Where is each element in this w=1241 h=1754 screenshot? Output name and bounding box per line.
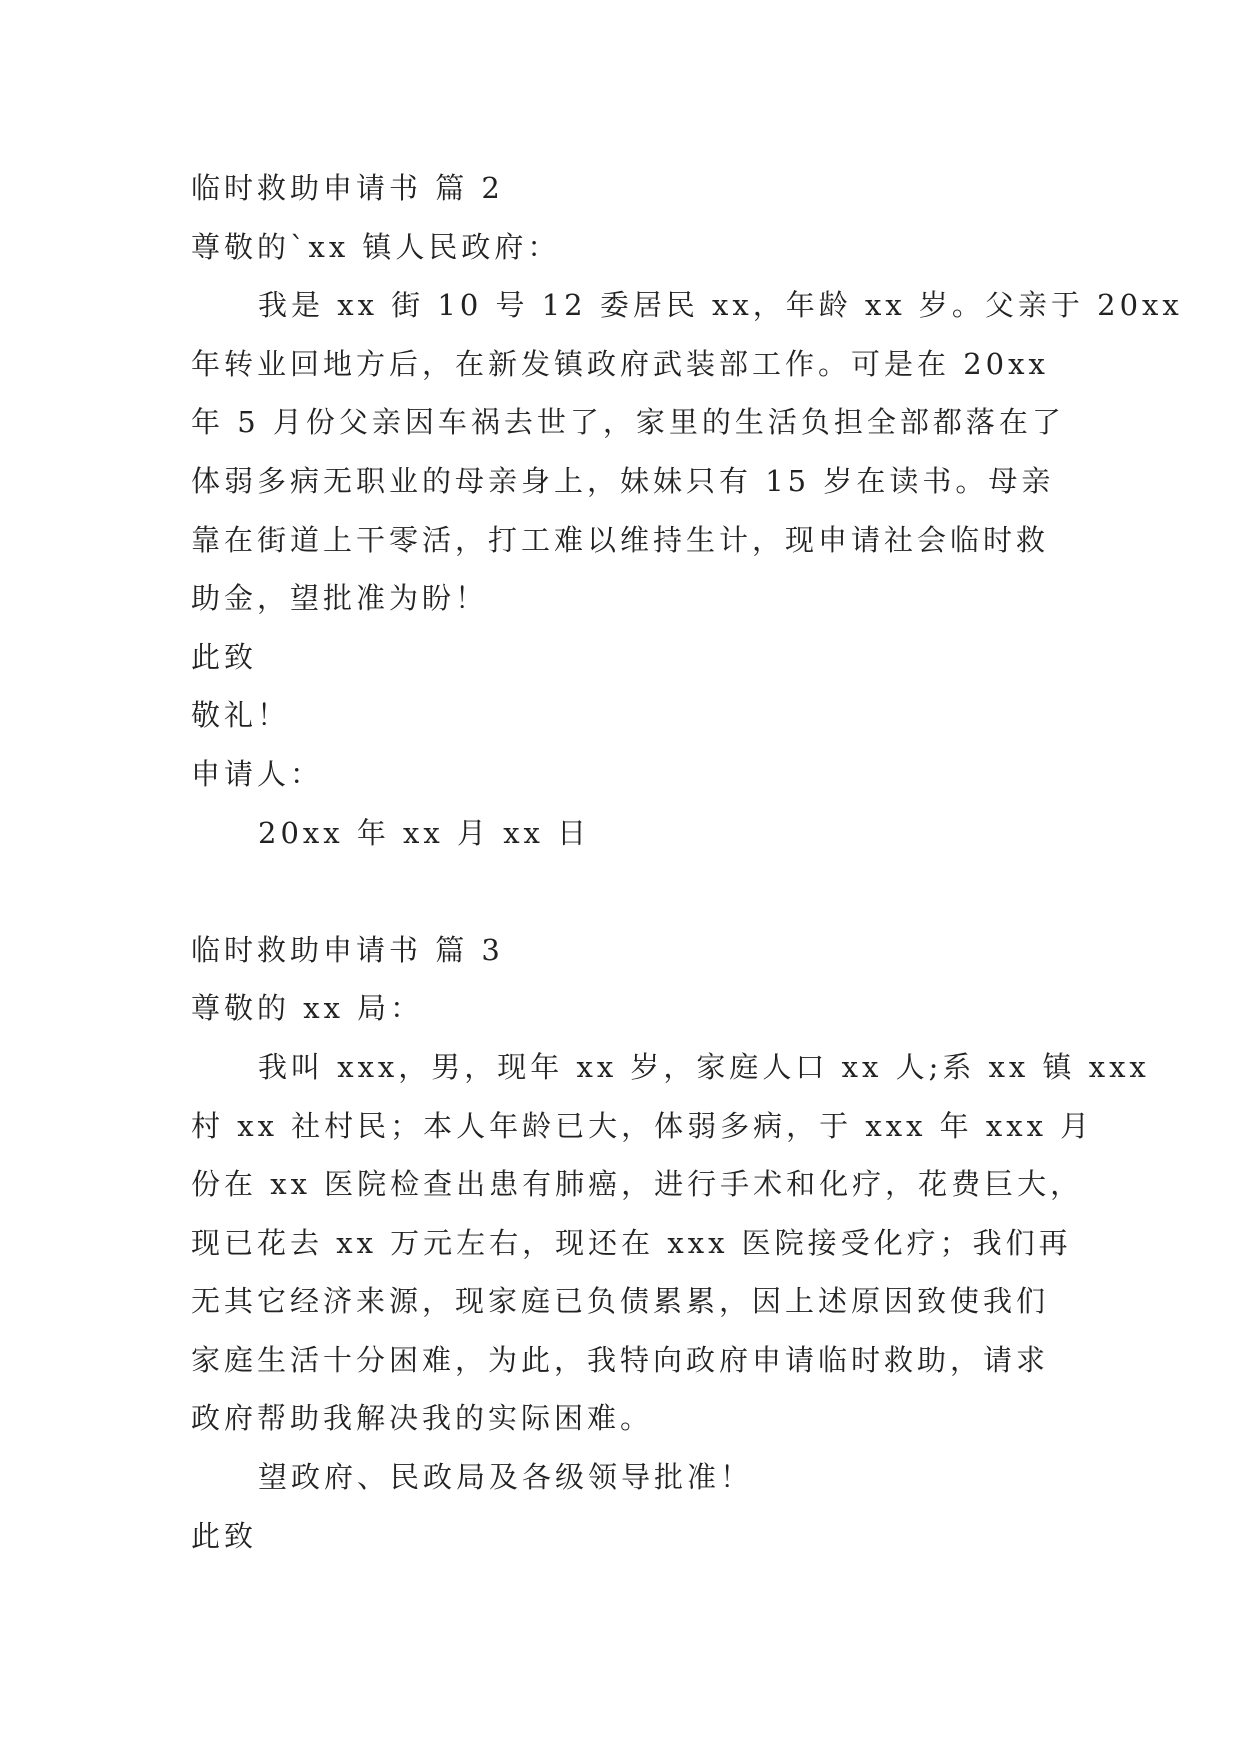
salutation: 尊敬的`xx 镇人民政府： bbox=[191, 229, 561, 264]
body-line: 现已花去 xx 万元左右，现还在 xxx 医院接受化疗；我们再 bbox=[191, 1225, 1072, 1260]
section-heading: 临时救助申请书 篇 2 bbox=[191, 171, 504, 205]
section-heading: 临时救助申请书 篇 3 bbox=[191, 932, 504, 967]
body-paragraph bbox=[191, 276, 1241, 628]
body-line: 我是 xx 街 10 号 12 委居民 xx，年龄 xx 岁。父亲于 20xx bbox=[258, 288, 1183, 323]
body-line: 村 xx 社村民；本人年龄已大，体弱多病，于 xxx 年 xxx 月 bbox=[191, 1108, 1094, 1143]
applicant-label: 申请人： bbox=[191, 756, 324, 791]
body-line: 份在 xx 医院检查出患有肺癌，进行手术和化疗，花费巨大， bbox=[191, 1167, 1084, 1202]
closing-text: 此致 bbox=[191, 1518, 258, 1553]
body-line: 家庭生活十分困难，为此，我特向政府申请临时救助，请求 bbox=[191, 1342, 1050, 1377]
body-line: 年转业回地方后，在新发镇政府武装部工作。可是在 20xx bbox=[191, 346, 1049, 381]
application-section-2 bbox=[191, 159, 1241, 862]
date-text: 20xx 年 xx 月 xx 日 bbox=[258, 815, 591, 850]
body-line: 政府帮助我解决我的实际困难。 bbox=[191, 1401, 654, 1436]
body-line: 靠在街道上干零活，打工难以维持生计，现申请社会临时救 bbox=[191, 522, 1050, 557]
application-section-3 bbox=[191, 921, 1241, 1566]
salutation: 尊敬的 xx 局： bbox=[191, 991, 424, 1026]
body-line: 助金，望批准为盼！ bbox=[191, 581, 489, 616]
regards-text: 敬礼！ bbox=[191, 698, 291, 733]
body-line: 我叫 xxx，男，现年 xx 岁，家庭人口 xx 人;系 xx 镇 xxx bbox=[258, 1049, 1150, 1084]
body-paragraph bbox=[191, 1038, 1241, 1448]
closing-text: 此致 bbox=[191, 639, 258, 674]
body-line: 体弱多病无职业的母亲身上，妹妹只有 15 岁在读书。母亲 bbox=[191, 463, 1055, 498]
body-line: 无其它经济来源，现家庭已负债累累，因上述原因致使我们 bbox=[191, 1284, 1050, 1319]
section-spacer bbox=[191, 862, 1241, 921]
request-paragraph: 望政府、民政局及各级领导批准！ bbox=[258, 1460, 754, 1495]
body-line: 年 5 月份父亲因车祸去世了，家里的生活负担全部都落在了 bbox=[191, 405, 1065, 440]
